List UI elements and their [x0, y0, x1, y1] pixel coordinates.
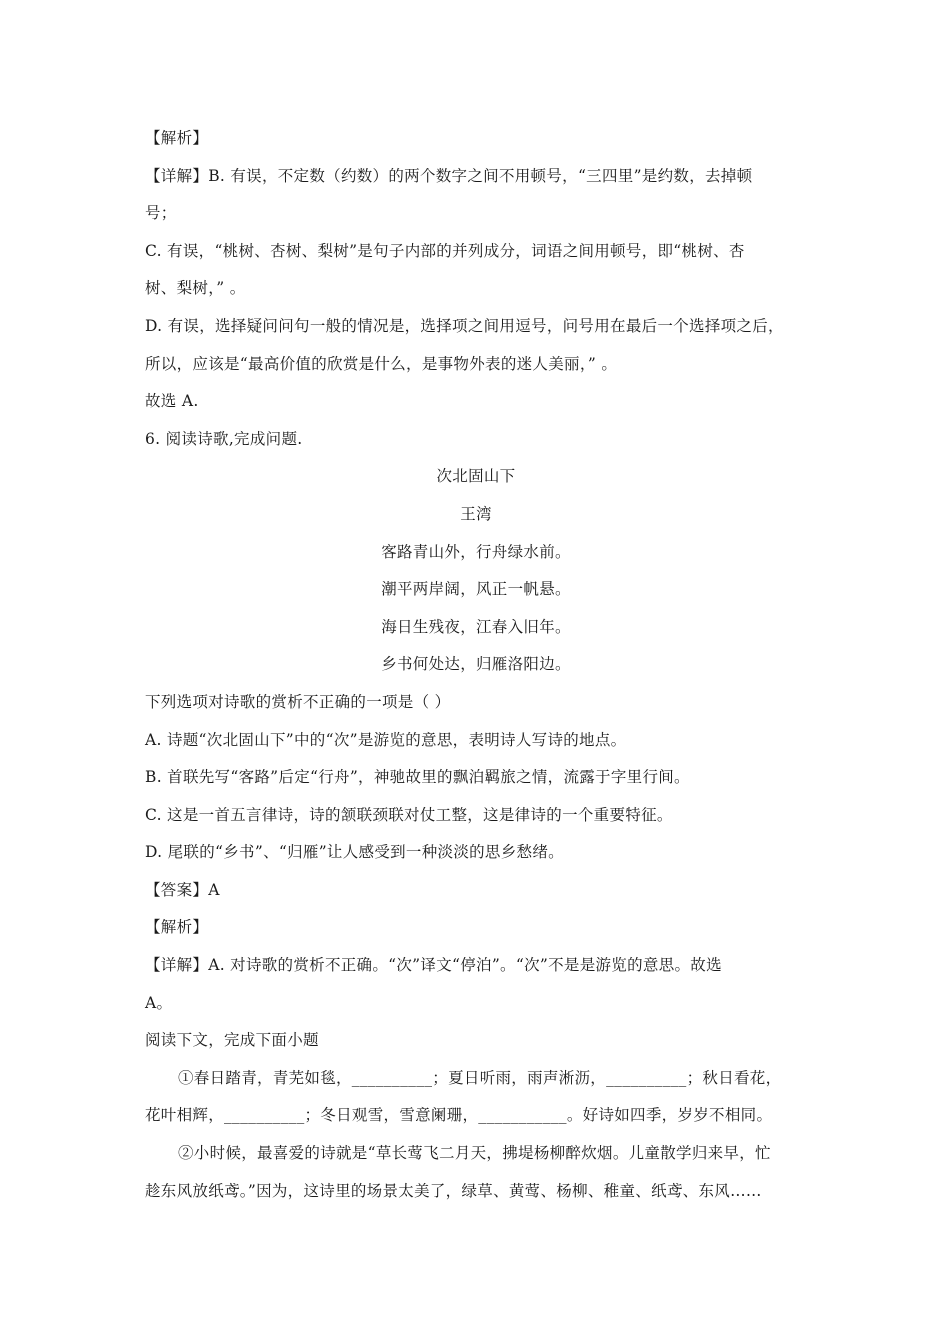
text-line: 潮平两岸阔，风正一帆悬。 [381, 580, 571, 599]
text-line: 所以，应该是“最高价值的欣赏是什么，是事物外表的迷人美丽，” 。 [145, 354, 618, 373]
text-line: 树、梨树，” 。 [145, 279, 246, 298]
text-line: 号； [145, 204, 177, 223]
text-line: ②小时候，最喜爱的诗就是“草长莺飞二月天，拂堤杨柳醉炊烟。儿童散学归来早，忙 [178, 1144, 771, 1163]
text-line: 次北固山下 [436, 467, 516, 486]
text-line: D. 尾联的“乡书”、“归雁”让人感受到一种淡淡的思乡愁绪。 [145, 843, 564, 862]
text-line: ①春日踏青，青芜如毯，__________；夏日听雨，雨声淅沥，__________；秋日看花， [178, 1068, 782, 1087]
text-line: D. 有误，选择疑问问句一般的情况是，选择项之间用逗号，问号用在最后一个选择项之后， [145, 316, 784, 335]
text-line: 故选 A. [145, 392, 199, 411]
text-line: 下列选项对诗歌的赏析不正确的一项是（ ） [145, 692, 451, 711]
text-line: 【答案】A [145, 880, 220, 899]
text-line: A。 [145, 993, 173, 1012]
text-line: 【解析】 [145, 129, 209, 147]
text-line: 【详解】A. 对诗歌的赏析不正确。“次”译文“停泊”。“次”不是是游览的意思。故选 [145, 956, 722, 975]
text-line: B. 首联先写“客路”后定“行舟”，神驰故里的飘泊羁旅之情，流露于字里行间。 [145, 768, 690, 787]
text-line: C. 这是一首五言律诗，诗的颔联颈联对仗工整，这是律诗的一个重要特征。 [145, 805, 673, 824]
text-line: C. 有误，“桃树、杏树、梨树”是句子内部的并列成分，词语之间用顿号，即“桃树、杏 [145, 241, 745, 260]
text-line: 客路青山外，行舟绿水前。 [381, 542, 571, 561]
text-line: 王湾 [460, 504, 492, 523]
text-line: 【详解】B. 有误，不定数（约数）的两个数字之间不用顿号，“三四里”是约数，去掉顿 [145, 166, 753, 185]
text-line: 乡书何处达，归雁洛阳边。 [381, 655, 571, 674]
text-line: A. 诗题“次北固山下”中的“次”是游览的意思，表明诗人写诗的地点。 [145, 730, 627, 749]
text-line: 海日生残夜，江春入旧年。 [381, 617, 571, 636]
document-page [145, 120, 807, 1210]
text-line: 【解析】 [145, 918, 209, 937]
text-line: 6. 阅读诗歌,完成问题. [145, 429, 303, 448]
text-line: 花叶相辉，__________；冬日观雪，雪意阑珊，___________。好诗如四季，岁岁不相同。 [145, 1106, 773, 1125]
text-line: 趁东风放纸鸢。”因为，这诗里的场景太美了，绿草、黄莺、杨柳、稚童、纸鸢、东风…… [145, 1181, 762, 1200]
text-line: 阅读下文，完成下面小题 [145, 1031, 319, 1050]
